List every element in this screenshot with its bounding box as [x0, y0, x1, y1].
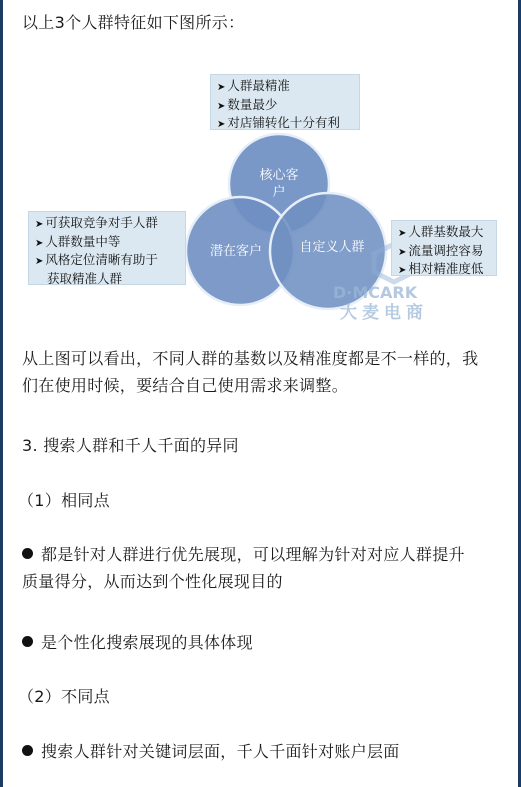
arrow-right-icon: ➤ [217, 82, 226, 93]
arrow-right-icon: ➤ [398, 246, 407, 258]
label-potential: 潜在客户 [209, 244, 263, 259]
section-3-heading: 3. 搜索人群和千人千面的异同 [22, 436, 239, 455]
callout-potential-item: ➤ 风格定位清晰有助于 [35, 252, 158, 267]
paragraph-1-line: 从上图可以看出，不同人群的基数以及精准度都是不一样的，我 [22, 349, 479, 368]
bullet-2: 是个性化搜索展现的具体体现 [22, 629, 507, 656]
callout-custom-item: ➤ 人群基数最大 [398, 224, 484, 239]
callout-custom-item: ➤ 相对精准度低 [398, 261, 484, 276]
arrow-right-icon: ➤ [398, 265, 407, 276]
bullet-3: 搜索人群针对关键词层面，千人千面针对账户层面 [22, 738, 507, 765]
label-custom: 自定义人群 [299, 240, 365, 255]
callout-custom [391, 220, 497, 276]
bullet-dot-icon [22, 745, 33, 756]
bullet-dot-icon [22, 636, 33, 647]
paragraph-1 [22, 345, 507, 399]
callout-core-item: ➤ 数量最少 [217, 96, 278, 112]
arrow-right-icon: ➤ [35, 256, 44, 267]
paragraph-1-line: 们在使用时候，要结合自己使用需求来调整。 [22, 376, 349, 395]
callout-potential-item: ➤ 可获取竞争对手人群 [35, 215, 158, 230]
watermark-chinese: 大麦电商 [340, 303, 428, 323]
arrow-right-icon: ➤ [398, 228, 407, 239]
diff-points-heading: （2）不同点 [18, 687, 110, 706]
intro-text: 以上3个人群特征如下图所示： [22, 13, 245, 32]
arrow-right-icon: ➤ [217, 100, 226, 112]
callout-potential-item: 获取精准人群 [47, 270, 123, 286]
callout-core-item: ➤ 人群最精准 [217, 78, 290, 93]
callout-core [210, 74, 360, 130]
same-points-heading: （1）相同点 [18, 491, 110, 510]
bullet-1: 都是针对人群进行优先展现，可以理解为针对对应人群提升 质量得分，从而达到个性化展现目的 [22, 545, 465, 591]
bullet-dot-icon [22, 548, 33, 559]
arrow-right-icon: ➤ [35, 219, 44, 230]
arrow-right-icon: ➤ [217, 119, 226, 130]
label-core-1: 核心客 [259, 168, 299, 183]
venn-diagram [22, 68, 502, 336]
watermark-latin: D·MCARK [333, 283, 418, 302]
callout-potential [28, 211, 186, 285]
arrow-right-icon: ➤ [35, 237, 44, 249]
callout-custom-item: ➤ 流量调控容易 [398, 242, 484, 258]
callout-core-item: ➤ 对店铺转化十分有利 [217, 115, 340, 130]
callout-potential-item: ➤ 人群数量中等 [35, 233, 121, 249]
label-core-2: 户 [272, 185, 286, 200]
